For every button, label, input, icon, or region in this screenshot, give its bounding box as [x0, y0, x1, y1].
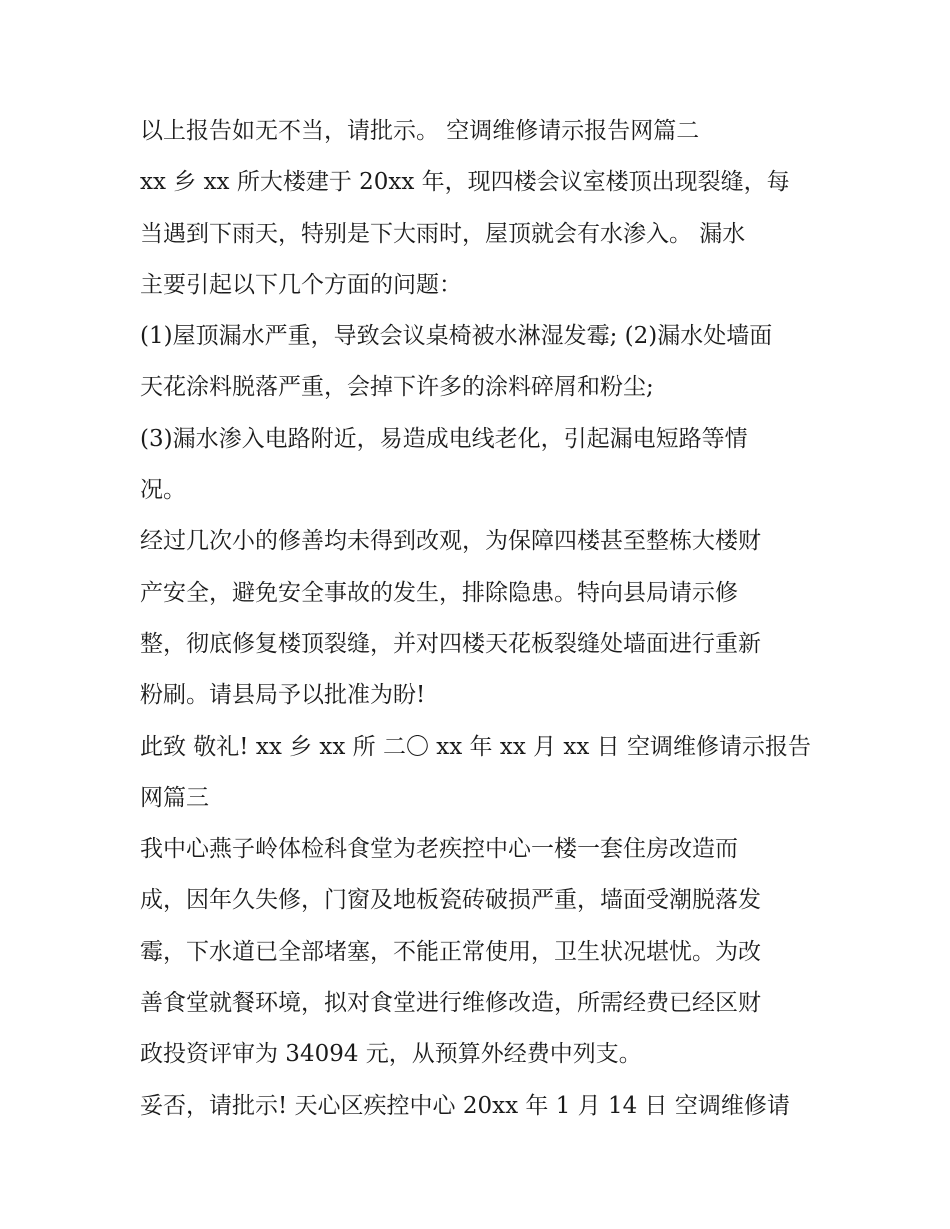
text-line: 妥否，请批示! 天心区疾控中心 20xx 年 1 月 14 日 空调维修请: [140, 1092, 790, 1119]
text-line: 网篇三: [140, 784, 209, 811]
text-line: 善食堂就餐环境，拟对食堂进行维修改造，所需经费已经区财: [140, 990, 761, 1017]
text-line: 政投资评审为 34094 元，从预算外经费中列支。: [140, 1041, 642, 1068]
text-line: 经过几次小的修善均未得到改观，为保障四楼甚至整栋大楼财: [140, 528, 761, 555]
text-line: 天花涂料脱落严重，会掉下许多的涂料碎屑和粉尘;: [140, 374, 654, 401]
text-line: 况。: [140, 477, 186, 504]
text-line: (3)漏水渗入电路附近，易造成电线老化，引起漏电短路等情: [140, 425, 748, 452]
text-line: 主要引起以下几个方面的问题：: [140, 271, 462, 298]
text-line: 当遇到下雨天，特别是下大雨时，屋顶就会有水渗入。 漏水: [140, 220, 746, 247]
text-line: 此致 敬礼! xx 乡 xx 所 二〇 xx 年 xx 月 xx 日 空调维修请示报告: [140, 733, 811, 760]
document-body: [140, 106, 820, 1132]
text-line: 粉刷。请县局予以批准为盼!: [140, 682, 426, 709]
text-line: 霉，下水道已全部堵塞，不能正常使用，卫生状况堪忧。为改: [140, 938, 761, 965]
text-line: 成，因年久失修，门窗及地板瓷砖破损严重，墙面受潮脱落发: [140, 887, 761, 914]
text-line: xx 乡 xx 所大楼建于 20xx 年，现四楼会议室楼顶出现裂缝，每: [140, 169, 790, 196]
text-line: 产安全，避免安全事故的发生，排除隐患。特向县局请示修: [140, 579, 738, 606]
text-line: 以上报告如无不当，请批示。 空调维修请示报告网篇二: [140, 118, 700, 144]
text-line: 整，彻底修复楼顶裂缝，并对四楼天花板裂缝处墙面进行重新: [140, 630, 761, 657]
text-line: (1)屋顶漏水严重，导致会议桌椅被水淋湿发霉; (2)漏水处墙面: [140, 323, 773, 350]
text-line: 我中心燕子岭体检科食堂为老疾控中心一楼一套住房改造而: [140, 836, 738, 863]
